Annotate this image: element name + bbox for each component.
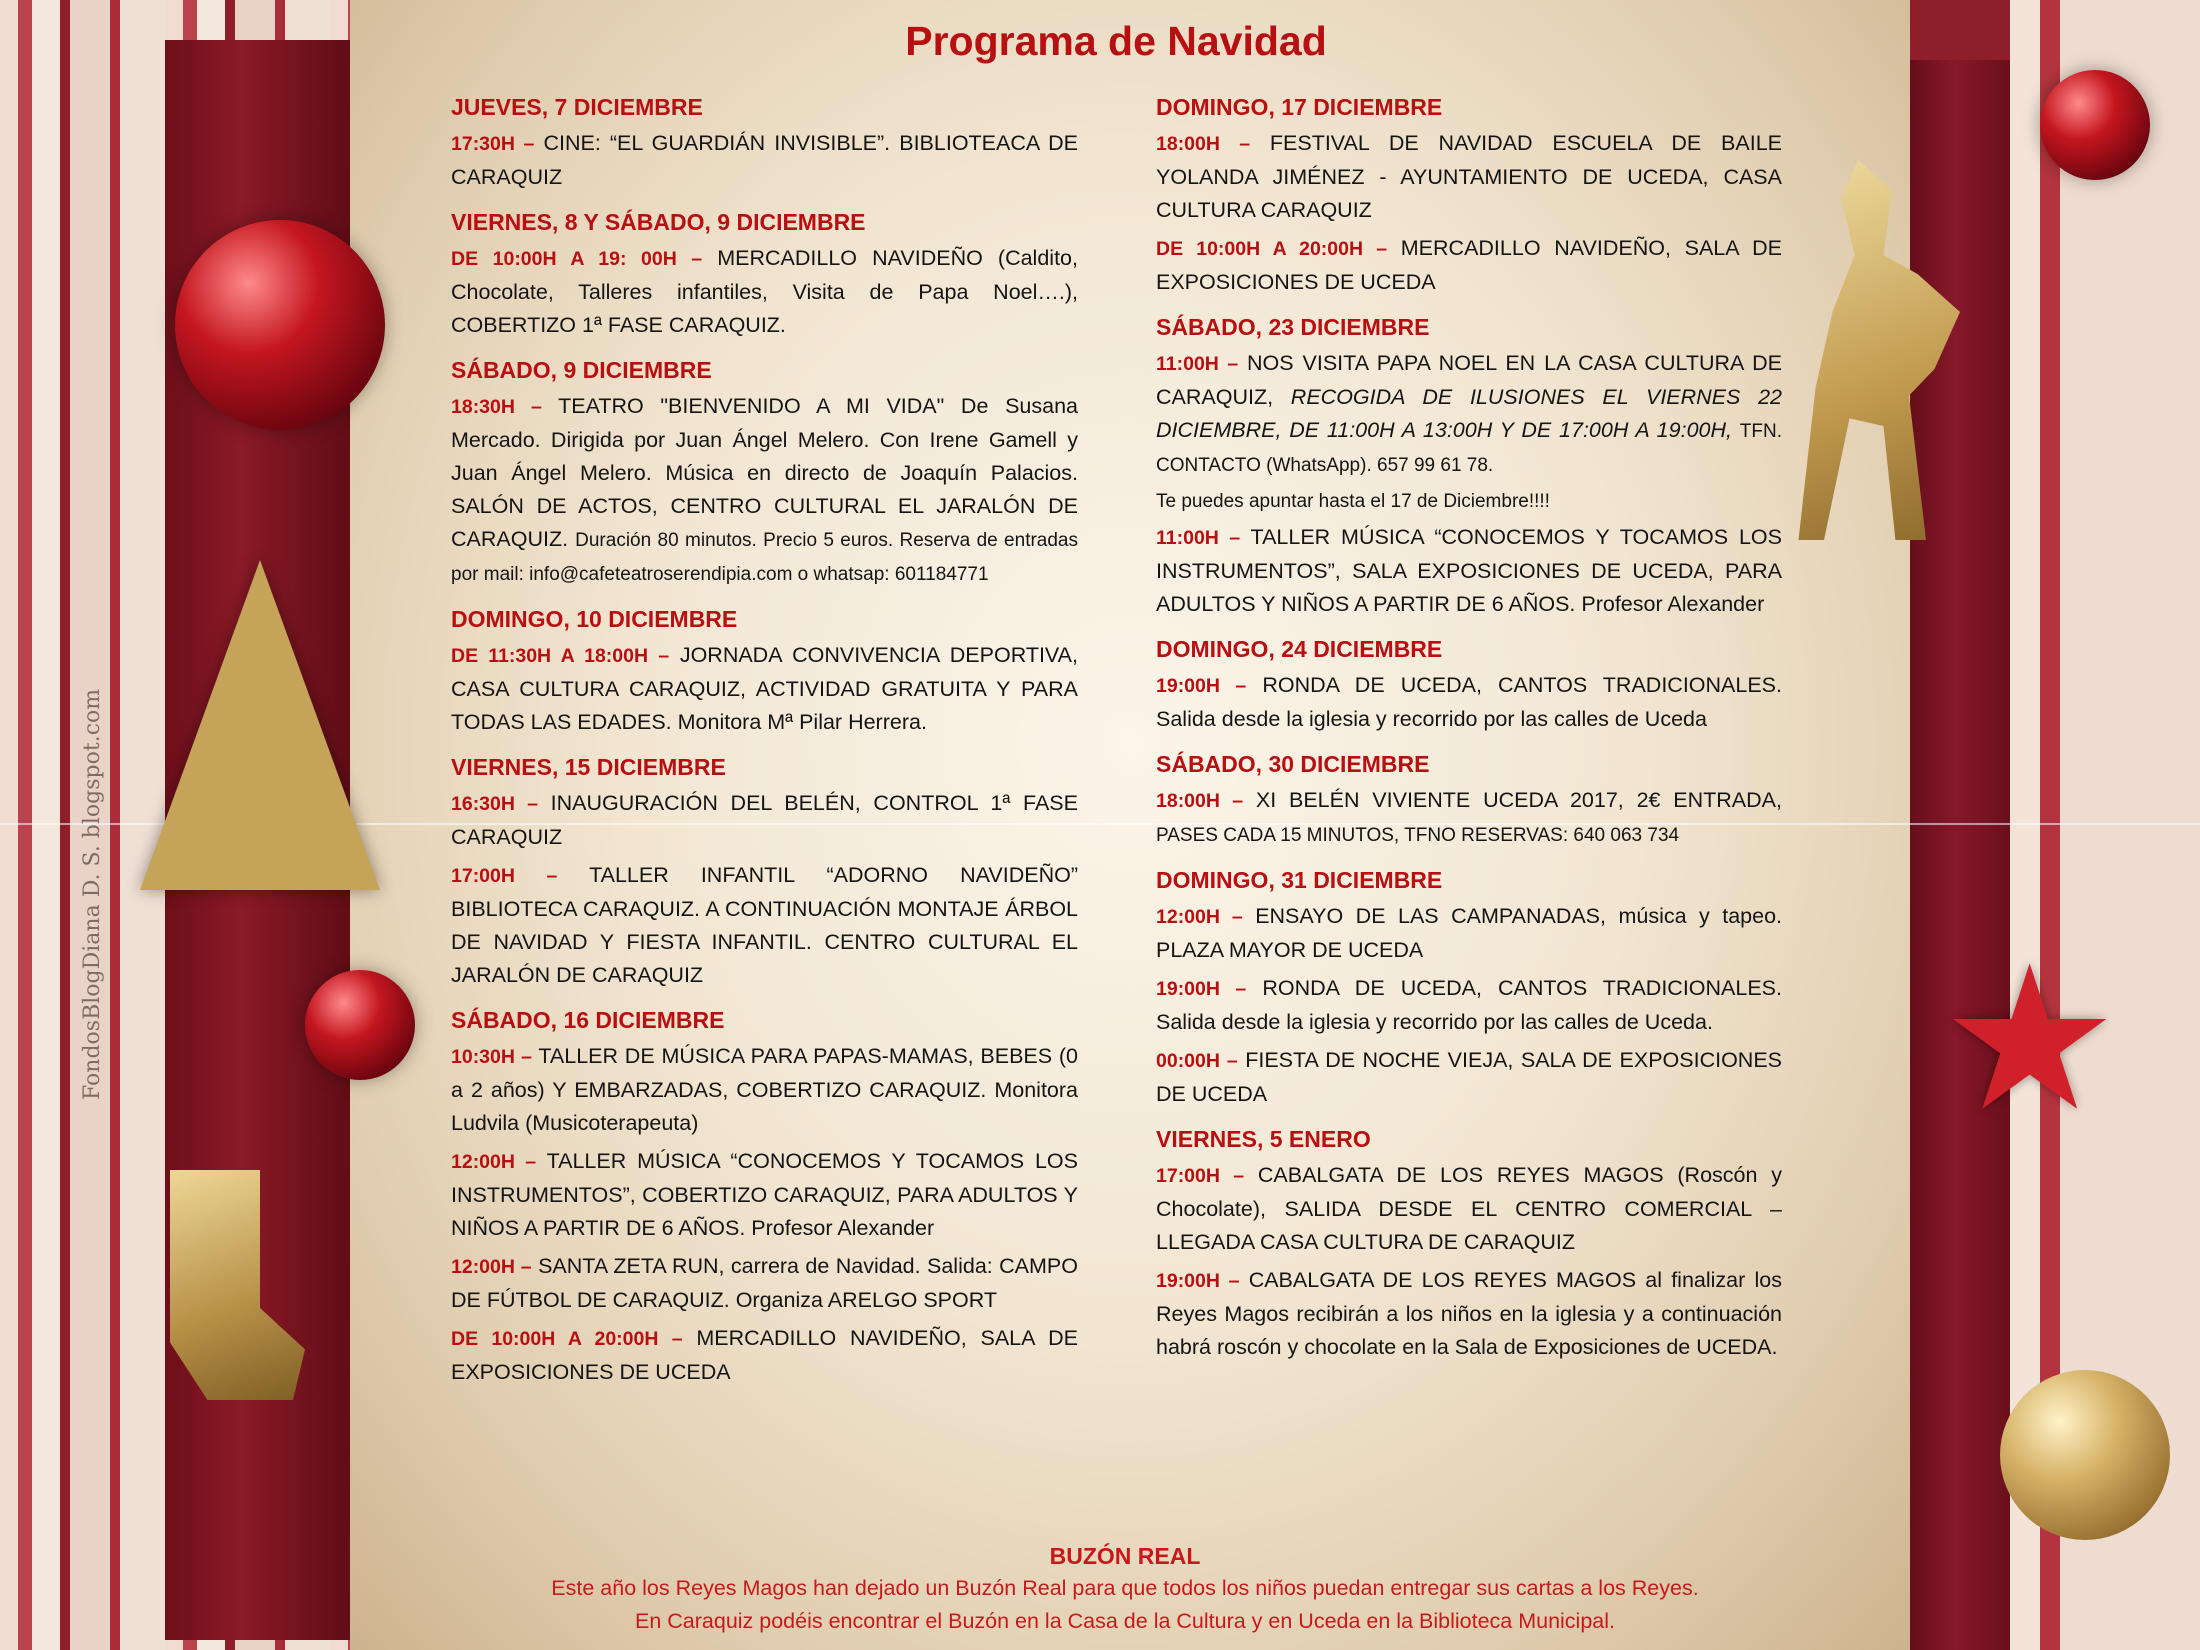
program-day — [451, 207, 1078, 342]
entry-time: 19:00H – — [1156, 675, 1247, 697]
entry-time: 12:00H – — [1156, 906, 1243, 928]
watermark: FondosBlogDiana D. S. blogspot.com — [80, 688, 105, 1100]
entry-time: DE 10:00H A 20:00H – — [1156, 238, 1388, 260]
program-entry — [1156, 1044, 1782, 1111]
entry-time: 19:00H – — [1156, 1270, 1240, 1292]
entry-time: DE 10:00H A 19: 00H – — [451, 248, 703, 270]
entry-note: Te puedes apuntar hasta el 17 de Diciembre!!!! — [1156, 491, 1550, 512]
program-entry — [1156, 784, 1782, 852]
entry-text: RONDA DE UCEDA, CANTOS TRADICIONALES. Salida desde la iglesia y recorrido por las calles de Uceda. — [1156, 976, 1782, 1034]
entry-time: 19:00H – — [1156, 978, 1247, 1000]
program-entry — [451, 1322, 1078, 1389]
page-title: Programa de Navidad — [905, 18, 1327, 64]
buzon-line-1: Este año los Reyes Magos han dejado un Buzón Real para que todos los niños puedan entregar sus cartas a los Reyes. — [551, 1576, 1699, 1600]
entry-text: TEATRO "BIENVENIDO A MI VIDA" De Susana Mercado. Dirigida por Juan Ángel Melero. Con Irene Gamell y Juan Ángel Melero. Música en directo de Joaquín Palacios. SALÓN DE ACTOS, CENTRO CULTURAL EL JARALÓN DE CARAQUIZ. — [451, 394, 1078, 551]
day-heading: VIERNES, 5 ENERO — [1156, 1126, 1371, 1152]
program-entry — [1156, 972, 1782, 1039]
program-day — [451, 92, 1078, 194]
entry-text: JORNADA CONVIVENCIA DEPORTIVA, CASA CULTURA CARAQUIZ, ACTIVIDAD GRATUITA Y PARA TODAS LAS EDADES. Monitora Mª Pilar Herrera. — [451, 643, 1078, 734]
entry-time: 18:30H – — [451, 396, 542, 418]
program-entry — [1156, 521, 1782, 621]
program-day — [451, 1005, 1078, 1389]
entry-time: 18:00H – — [1156, 790, 1244, 812]
entry-text: PASES CADA 15 MINUTOS, TFNO RESERVAS: 640 063 734 — [1156, 825, 1680, 846]
entry-text: RONDA DE UCEDA, CANTOS TRADICIONALES. Salida desde la iglesia y recorrido por las calles de Uceda — [1156, 673, 1782, 731]
program-entry — [451, 859, 1078, 992]
day-heading: DOMINGO, 10 DICIEMBRE — [451, 606, 738, 632]
day-heading: DOMINGO, 17 DICIEMBRE — [1156, 94, 1443, 120]
program-day — [451, 752, 1078, 992]
entry-time: 17:00H – — [451, 865, 558, 887]
program-day — [1156, 865, 1782, 1111]
entry-text: TALLER DE MÚSICA PARA PAPAS-MAMAS, BEBES (0 a 2 años) Y EMBARZADAS, COBERTIZO CARAQUIZ. Monitora Ludvila (Musicoterapeuta) — [451, 1044, 1078, 1135]
program-entry — [1156, 900, 1782, 967]
buzon-line-2: En Caraquiz podéis encontrar el Buzón en la Casa de la Cultura y en Uceda en la Biblioteca Municipal. — [634, 1609, 1615, 1633]
right-column — [1156, 92, 1782, 1377]
program-day — [451, 355, 1078, 591]
day-heading: SÁBADO, 30 DICIEMBRE — [1156, 751, 1430, 777]
buzon-real-notice — [440, 1540, 1810, 1638]
christmas-tree-icon — [140, 560, 380, 890]
program-day — [451, 604, 1078, 739]
program-day — [1156, 312, 1782, 621]
day-heading: JUEVES, 7 DICIEMBRE — [451, 94, 703, 120]
buzon-title: BUZÓN REAL — [1049, 1543, 1201, 1569]
entry-time: 00:00H – — [1156, 1050, 1238, 1072]
program-entry — [451, 1040, 1078, 1140]
entry-text: CABALGATA DE LOS REYES MAGOS (Roscón y Chocolate), SALIDA DESDE EL CENTRO COMERCIAL – LLEGADA CASA CULTURA DE CARAQUIZ — [1156, 1163, 1782, 1254]
entry-time: DE 10:00H A 20:00H – — [451, 1328, 683, 1350]
entry-text: TALLER MÚSICA “CONOCEMOS Y TOCAMOS LOS INSTRUMENTOS”, SALA EXPOSICIONES DE UCEDA, PARA ADULTOS Y NIÑOS A PARTIR DE 6 AÑOS. Profesor Alexander — [1156, 525, 1782, 616]
entry-time: 10:30H – — [451, 1046, 533, 1068]
program-entry — [451, 242, 1078, 342]
program-entry — [451, 639, 1078, 739]
entry-text: TFN. CONTACTO (WhatsApp). 657 99 61 78. — [1156, 421, 1782, 476]
entry-text: CINE: “EL GUARDIÁN INVISIBLE”. BIBLIOTEACA DE CARAQUIZ — [451, 131, 1078, 189]
entry-text: SANTA ZETA RUN, carrera de Navidad. Salida: CAMPO DE FÚTBOL DE CARAQUIZ. Organiza ARELGO SPORT — [451, 1254, 1078, 1312]
entry-text: NOS VISITA PAPA NOEL EN LA CASA CULTURA DE CARAQUIZ, — [1156, 351, 1782, 409]
program-entry — [1156, 1159, 1782, 1259]
entry-text: XI BELÉN VIVIENTE UCEDA 2017, 2€ ENTRADA, — [1255, 788, 1782, 812]
entry-text: FIESTA DE NOCHE VIEJA, SALA DE EXPOSICIONES DE UCEDA — [1156, 1048, 1782, 1106]
day-heading: SÁBADO, 23 DICIEMBRE — [1156, 314, 1430, 340]
program-entry — [451, 1145, 1078, 1245]
entry-time: 16:30H – — [451, 793, 538, 815]
program-entry — [451, 787, 1078, 854]
entry-text: TALLER MÚSICA “CONOCEMOS Y TOCAMOS LOS INSTRUMENTOS”, COBERTIZO CARAQUIZ, PARA ADULTOS Y NIÑOS A PARTIR DE 6 AÑOS. Profesor Alexander — [451, 1149, 1078, 1240]
entry-text: INAUGURACIÓN DEL BELÉN, CONTROL 1ª FASE CARAQUIZ — [451, 791, 1078, 849]
red-ornament-icon — [2040, 70, 2150, 180]
day-heading: SÁBADO, 16 DICIEMBRE — [451, 1007, 725, 1033]
entry-text: MERCADILLO NAVIDEÑO, SALA DE EXPOSICIONES DE UCEDA — [1156, 236, 1782, 294]
red-ornament-icon — [175, 220, 385, 430]
program-entry — [1156, 347, 1782, 482]
entry-time: 12:00H – — [451, 1151, 537, 1173]
program-entry — [1156, 669, 1782, 736]
program-entry — [451, 390, 1078, 591]
red-ornament-icon — [305, 970, 415, 1080]
program-entry — [1156, 127, 1782, 227]
program-day — [1156, 92, 1782, 299]
entry-text: MERCADILLO NAVIDEÑO, SALA DE EXPOSICIONES DE UCEDA — [451, 1326, 1078, 1384]
entry-time: 11:00H – — [1156, 353, 1239, 375]
left-column — [451, 92, 1078, 1402]
day-heading: VIERNES, 15 DICIEMBRE — [451, 754, 726, 780]
entry-time: 17:30H – — [451, 133, 535, 155]
entry-time: 17:00H – — [1156, 1165, 1245, 1187]
entry-time: 11:00H – — [1156, 527, 1241, 549]
entry-text: CABALGATA DE LOS REYES MAGOS al finalizar los Reyes Magos recibirán a los niños en la iglesia y a continuación habrá roscón y chocolate en la Sala de Exposiciones de UCEDA. — [1156, 1268, 1782, 1359]
entry-time: 12:00H – — [451, 1256, 532, 1278]
entry-text: RECOGIDA DE ILUSIONES EL VIERNES 22 DICIEMBRE, DE 11:00H A 13:00H Y DE 17:00H A 19:00H, — [1156, 385, 1782, 442]
program-entry — [1156, 1264, 1782, 1364]
entry-text: MERCADILLO NAVIDEÑO (Caldito, Chocolate, Talleres infantiles, Visita de Papa Noel….), COBERTIZO 1ª FASE CARAQUIZ. — [451, 246, 1078, 337]
entry-time: 18:00H – — [1156, 133, 1251, 155]
program-day — [1156, 749, 1782, 852]
entry-time: DE 11:30H A 18:00H – — [451, 645, 670, 667]
gold-ornament-icon — [2000, 1370, 2170, 1540]
entry-text: ENSAYO DE LAS CAMPANADAS, música y tapeo. PLAZA MAYOR DE UCEDA — [1156, 904, 1783, 962]
day-heading: VIERNES, 8 Y SÁBADO, 9 DICIEMBRE — [451, 209, 866, 235]
day-heading: DOMINGO, 24 DICIEMBRE — [1156, 636, 1443, 662]
program-entry — [1156, 232, 1782, 299]
program-day — [1156, 634, 1782, 736]
entry-text: FESTIVAL DE NAVIDAD ESCUELA DE BAILE YOLANDA JIMÉNEZ - AYUNTAMIENTO DE UCEDA, CASA CULTURA CARAQUIZ — [1156, 131, 1782, 222]
entry-text: TALLER INFANTIL “ADORNO NAVIDEÑO” BIBLIOTECA CARAQUIZ. A CONTINUACIÓN MONTAJE ÁRBOL DE NAVIDAD Y FIESTA INFANTIL. CENTRO CULTURAL EL JARALÓN DE CARAQUIZ — [451, 863, 1078, 987]
entry-text: Duración 80 minutos. Precio 5 euros. Reserva de entradas por mail: info@cafeteatroserendipia.com o whatsap: 601184771 — [451, 530, 1078, 585]
program-entry — [1156, 487, 1782, 516]
day-heading: SÁBADO, 9 DICIEMBRE — [451, 357, 712, 383]
program-entry — [451, 1250, 1078, 1317]
program-entry — [451, 127, 1078, 194]
program-day — [1156, 1124, 1782, 1364]
star-icon: ★ — [1940, 928, 2120, 1151]
day-heading: DOMINGO, 31 DICIEMBRE — [1156, 867, 1443, 893]
